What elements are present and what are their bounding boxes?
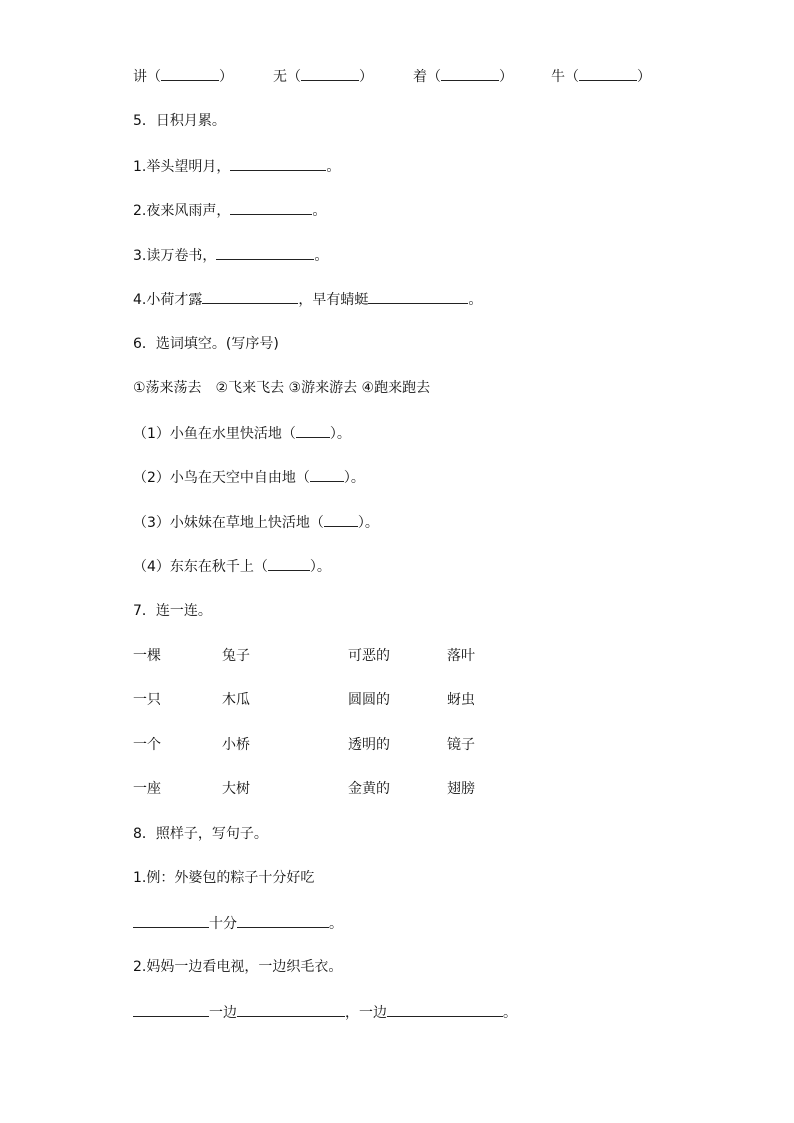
- answer-blank[interactable]: [296, 423, 330, 438]
- answer-blank[interactable]: [230, 200, 312, 215]
- item-text-mid: ，早有蜻蜓: [298, 292, 369, 308]
- q8-example-2: 2.妈妈一边看电视，一边织毛衣。: [133, 959, 343, 975]
- item-end: 。: [312, 203, 327, 219]
- char-label: 牛: [551, 69, 565, 85]
- answer-blank[interactable]: [133, 1002, 209, 1017]
- item-end: 。: [503, 1005, 517, 1021]
- paren-close: ）: [637, 69, 651, 85]
- item-text: 3.读万卷书，: [133, 248, 217, 264]
- item-text: （4）东东在秋千上（: [133, 559, 268, 575]
- item-end: ）。: [343, 470, 365, 486]
- answer-blank[interactable]: [324, 512, 358, 527]
- item-text: 1.举头望明月，: [133, 159, 231, 175]
- item-end: 。: [326, 159, 341, 175]
- match-col3-r4[interactable]: 金黄的: [348, 781, 390, 797]
- q6-options: ①荡来荡去 ②飞来飞去 ③游来游去 ④跑来跑去: [133, 380, 431, 396]
- match-col1-r2[interactable]: 一只: [133, 692, 161, 708]
- item-text: 4.小荷才露: [133, 292, 203, 308]
- answer-blank[interactable]: [268, 556, 310, 571]
- item-end: 。: [468, 292, 483, 308]
- q8-answer-1: [133, 913, 343, 934]
- q8-example-1: 1.例：外婆包的粽子十分好吃: [133, 870, 315, 886]
- answer-blank[interactable]: [230, 156, 326, 171]
- match-col4-r2[interactable]: 蚜虫: [447, 692, 475, 708]
- q6-item-1: [133, 423, 351, 444]
- answer-blank[interactable]: [202, 289, 298, 304]
- item-end: 。: [314, 248, 329, 264]
- char-fill-1: [133, 66, 233, 87]
- paren-close: ）: [359, 69, 373, 85]
- match-col4-r4[interactable]: 翅膀: [447, 781, 475, 797]
- item-text: （3）小妹妹在草地上快活地（: [133, 515, 324, 531]
- q5-title: 5．日积月累。: [133, 113, 226, 129]
- paren-open: （: [287, 69, 301, 85]
- q8-title: 8．照样子，写句子。: [133, 826, 268, 842]
- match-col2-r4[interactable]: 大树: [222, 781, 250, 797]
- q6-item-3: [133, 512, 379, 533]
- answer-blank[interactable]: [310, 467, 344, 482]
- q6-item-4: [133, 556, 331, 577]
- char-fill-row: [133, 66, 673, 86]
- item-end: ）。: [309, 559, 331, 575]
- answer-blank[interactable]: [161, 66, 219, 81]
- q5-item-2: [133, 200, 326, 221]
- answer-blank[interactable]: [216, 245, 314, 260]
- match-col1-r1[interactable]: 一棵: [133, 648, 161, 664]
- answer-blank[interactable]: [441, 66, 499, 81]
- paren-close: ）: [219, 69, 233, 85]
- q6-title: 6．选词填空。(写序号): [133, 336, 279, 352]
- answer-blank[interactable]: [301, 66, 359, 81]
- char-label: 讲: [133, 69, 147, 85]
- answer-blank[interactable]: [387, 1002, 503, 1017]
- char-fill-3: [413, 66, 513, 87]
- answer-blank[interactable]: [237, 913, 329, 928]
- char-fill-2: [273, 66, 373, 87]
- q7-title: 7．连一连。: [133, 603, 212, 619]
- match-col3-r1[interactable]: 可恶的: [348, 648, 390, 664]
- match-col1-r4[interactable]: 一座: [133, 781, 161, 797]
- match-col2-r1[interactable]: 兔子: [222, 648, 250, 664]
- answer-blank[interactable]: [368, 289, 468, 304]
- q5-item-4: [133, 289, 482, 310]
- match-col2-r2[interactable]: 木瓜: [222, 692, 250, 708]
- char-label: 无: [273, 69, 287, 85]
- paren-open: （: [565, 69, 579, 85]
- item-text: （2）小鸟在天空中自由地（: [133, 470, 310, 486]
- item-text: 2.夜来风雨声，: [133, 203, 231, 219]
- q8-answer-2: [133, 1002, 517, 1023]
- q5-item-3: [133, 245, 328, 266]
- match-col4-r3[interactable]: 镜子: [447, 737, 475, 753]
- answer-blank[interactable]: [579, 66, 637, 81]
- item-end: 。: [329, 916, 343, 932]
- match-col4-r1[interactable]: 落叶: [447, 648, 475, 664]
- q5-item-1: [133, 156, 340, 177]
- item-text-mid: 十分: [209, 916, 237, 932]
- match-col3-r2[interactable]: 圆圆的: [348, 692, 390, 708]
- item-text-mid: ，一边: [345, 1005, 387, 1021]
- answer-blank[interactable]: [237, 1002, 345, 1017]
- item-end: ）。: [357, 515, 379, 531]
- answer-blank[interactable]: [133, 913, 209, 928]
- q6-item-2: [133, 467, 365, 488]
- paren-open: （: [147, 69, 161, 85]
- item-end: ）。: [329, 426, 351, 442]
- char-label: 着: [413, 69, 427, 85]
- paren-close: ）: [499, 69, 513, 85]
- match-col1-r3[interactable]: 一个: [133, 737, 161, 753]
- item-text: （1）小鱼在水里快活地（: [133, 426, 296, 442]
- match-col3-r3[interactable]: 透明的: [348, 737, 390, 753]
- paren-open: （: [427, 69, 441, 85]
- match-col2-r3[interactable]: 小桥: [222, 737, 250, 753]
- item-text-mid: 一边: [209, 1005, 237, 1021]
- char-fill-4: [551, 66, 651, 87]
